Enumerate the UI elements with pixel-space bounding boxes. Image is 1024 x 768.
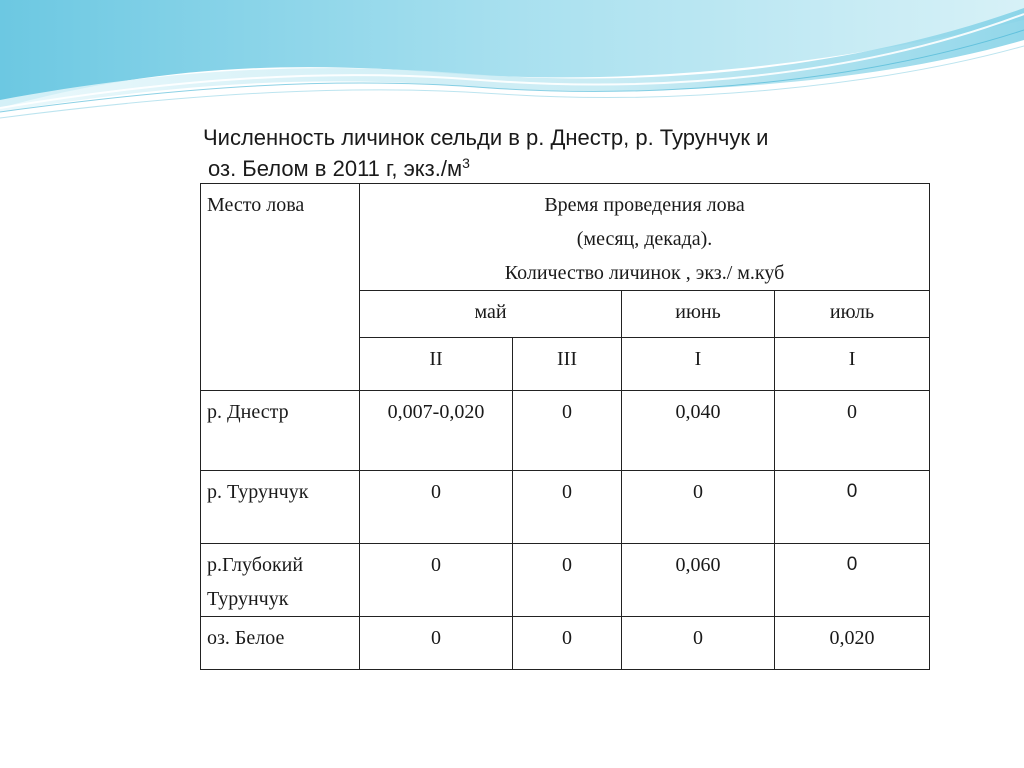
- header-month-may: май: [360, 291, 622, 338]
- header-decade: I: [622, 338, 775, 391]
- header-time: Время проведения лова (месяц, декада). Количество личинок , экз./ м.куб: [360, 184, 930, 291]
- header-month-june: июнь: [622, 291, 775, 338]
- row-place: р.Глубокий Турунчук: [201, 544, 360, 617]
- row-value: 0: [513, 391, 622, 471]
- row-value: 0: [775, 544, 930, 617]
- title-superscript: 3: [462, 155, 470, 171]
- larvae-count-table: [200, 183, 930, 670]
- title-line-1: Численность личинок сельди в р. Днестр, р. Турунчук и: [203, 125, 769, 150]
- row-value: 0: [513, 544, 622, 617]
- header-wave-decoration: [0, 0, 1024, 130]
- row-value: 0: [513, 471, 622, 544]
- row-value: 0: [622, 471, 775, 544]
- row-value: 0,007-0,020: [360, 391, 513, 471]
- row-value: 0: [775, 391, 930, 471]
- row-value: 0,020: [775, 617, 930, 670]
- row-value: 0: [775, 471, 930, 544]
- row-value: 0,040: [622, 391, 775, 471]
- row-place: р. Турунчук: [201, 471, 360, 544]
- header-decade: I: [775, 338, 930, 391]
- header-decade: II: [360, 338, 513, 391]
- header-place: Место лова: [201, 184, 360, 391]
- header-decade: III: [513, 338, 622, 391]
- row-place: оз. Белое: [201, 617, 360, 670]
- row-value: 0,060: [622, 544, 775, 617]
- header-month-july: июль: [775, 291, 930, 338]
- table-row: [201, 471, 930, 544]
- row-value: 0: [622, 617, 775, 670]
- page-title: [203, 122, 923, 184]
- row-value: 0: [360, 471, 513, 544]
- table-row: [201, 617, 930, 670]
- table-row: [201, 391, 930, 471]
- row-value: 0: [513, 617, 622, 670]
- row-place: р. Днестр: [201, 391, 360, 471]
- title-line-2: оз. Белом в 2011 г, $экз./м^3$: [208, 155, 470, 181]
- row-value: 0: [360, 617, 513, 670]
- table-row: [201, 544, 930, 617]
- row-value: 0: [360, 544, 513, 617]
